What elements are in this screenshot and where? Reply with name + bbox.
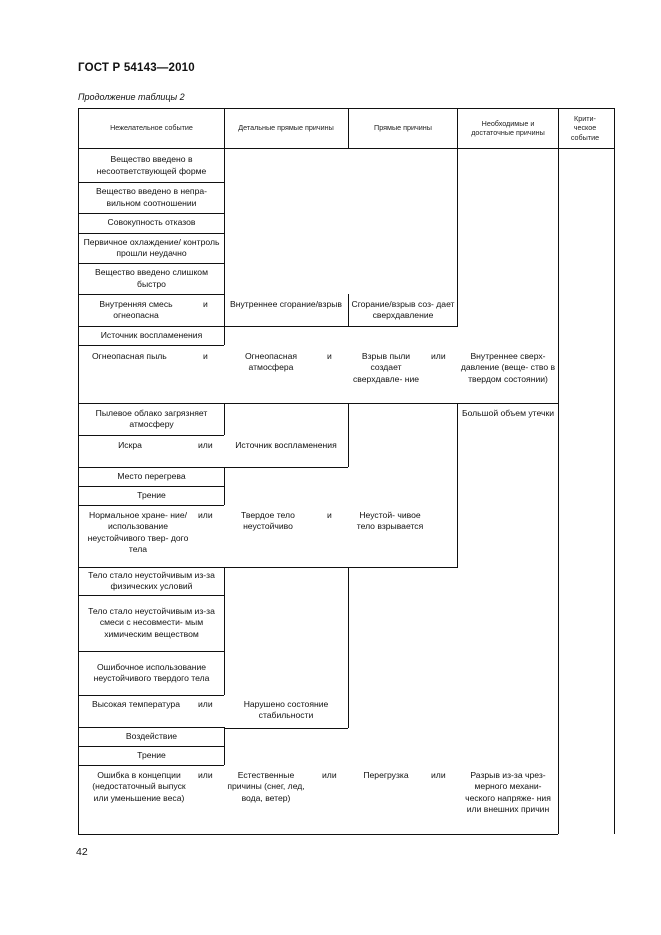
header-necessary-sufficient-causes: Необходимые и достаточные причины <box>471 118 545 137</box>
detailed-flammable-atmosphere: Огнеопасная атмосфера <box>244 351 298 373</box>
operator-or: или <box>198 510 213 520</box>
event-friction: Трение <box>137 489 166 500</box>
header-direct-causes: Прямые причины <box>374 123 432 133</box>
direct-unstable-solid-explodes: Неустой- чивое тело взрывается <box>356 510 424 532</box>
direct-dust-explosion: Взрыв пыли создает сверхдавле- ние <box>352 351 420 384</box>
detailed-natural-causes: Естественные причины (снег, лед, вода, ветер) <box>227 770 305 803</box>
direct-combustion-overpressure: Сгорание/взрыв соз- дает сверхдавление <box>351 299 455 321</box>
event-wrong-use: Ошибочное использование неустойчивого твердого тела <box>93 661 210 683</box>
event-unstable-mixture: Тело стало неустойчивым из-за смеси с несовмести- мым химическим веществом <box>88 606 215 639</box>
event-high-temperature: Высокая температура <box>92 699 180 709</box>
operator-or: или <box>431 770 446 780</box>
detailed-solid-unstable: Твердое тело неустойчиво <box>241 510 295 532</box>
operator-or: или <box>322 770 337 780</box>
page-number: 42 <box>76 846 88 858</box>
operator-or: или <box>198 770 213 780</box>
event-flammable-dust: Огнеопасная пыль <box>92 351 167 361</box>
direct-overload: Перегрузка <box>363 770 409 780</box>
header-undesired-event: Нежелательное событие <box>110 123 193 133</box>
event-substance-wrong-form: Вещество введено в несоответствующей форме <box>96 154 207 176</box>
event-normal-storage: Нормальное хране- ние/использование неустойчивого твер- дого тела <box>87 510 189 554</box>
event-friction-2: Трение <box>137 749 166 760</box>
event-substance-wrong-ratio: Вещество введено в непра- вильном соотношении <box>95 186 208 208</box>
detailed-stability-disturbed: Нарушено состояние стабильности <box>243 699 329 721</box>
event-internal-mixture-flammable: Внутренняя смесь огнеопасна <box>99 299 173 321</box>
necessary-rupture: Разрыв из-за чрез- мерного механи- ческого напряже- ния или внешних причин <box>465 770 551 814</box>
event-substance-too-fast: Вещество введено слишком быстро <box>94 267 208 289</box>
detailed-ignition-source: Источник воспламенения <box>235 440 337 450</box>
operator-and: и <box>203 351 208 361</box>
event-combination-of-failures: Совокупность отказов <box>107 217 196 228</box>
event-spark: Искра <box>118 440 142 450</box>
operator-or: или <box>198 699 213 709</box>
event-hot-spot: Место перегрева <box>117 470 186 481</box>
operator-or: или <box>431 351 446 361</box>
document-code: ГОСТ Р 54143—2010 <box>78 62 195 74</box>
event-dust-cloud: Пылевое облако загрязняет атмосферу <box>95 407 208 429</box>
necessary-internal-overpressure: Внутреннее сверх- давление (веще- ство в твердом состоянии) <box>460 351 556 384</box>
event-design-error: Ошибка в концепции (недостаточный выпуск или уменьшение веса) <box>92 770 186 803</box>
event-primary-cooling-failed: Первичное охлаждение/ контроль прошли неудачно <box>83 236 220 258</box>
operator-and: и <box>327 351 332 361</box>
event-impact: Воздействие <box>125 730 178 741</box>
necessary-large-leak: Большой объем утечки <box>461 408 555 418</box>
event-ignition-source: Источник воспламенения <box>100 329 203 340</box>
header-detailed-direct-causes: Детальные прямые причины <box>238 123 334 133</box>
detailed-internal-combustion: Внутреннее сгорание/взрыв <box>230 299 342 309</box>
operator-or: или <box>198 440 213 450</box>
operator-and: и <box>327 510 332 520</box>
table-caption: Продолжение таблицы 2 <box>78 92 185 102</box>
operator-and: и <box>203 299 208 309</box>
event-unstable-physical: Тело стало неустойчивым из-за физических условий <box>88 569 215 591</box>
header-critical-event: Крити- ческое событие <box>570 113 600 142</box>
